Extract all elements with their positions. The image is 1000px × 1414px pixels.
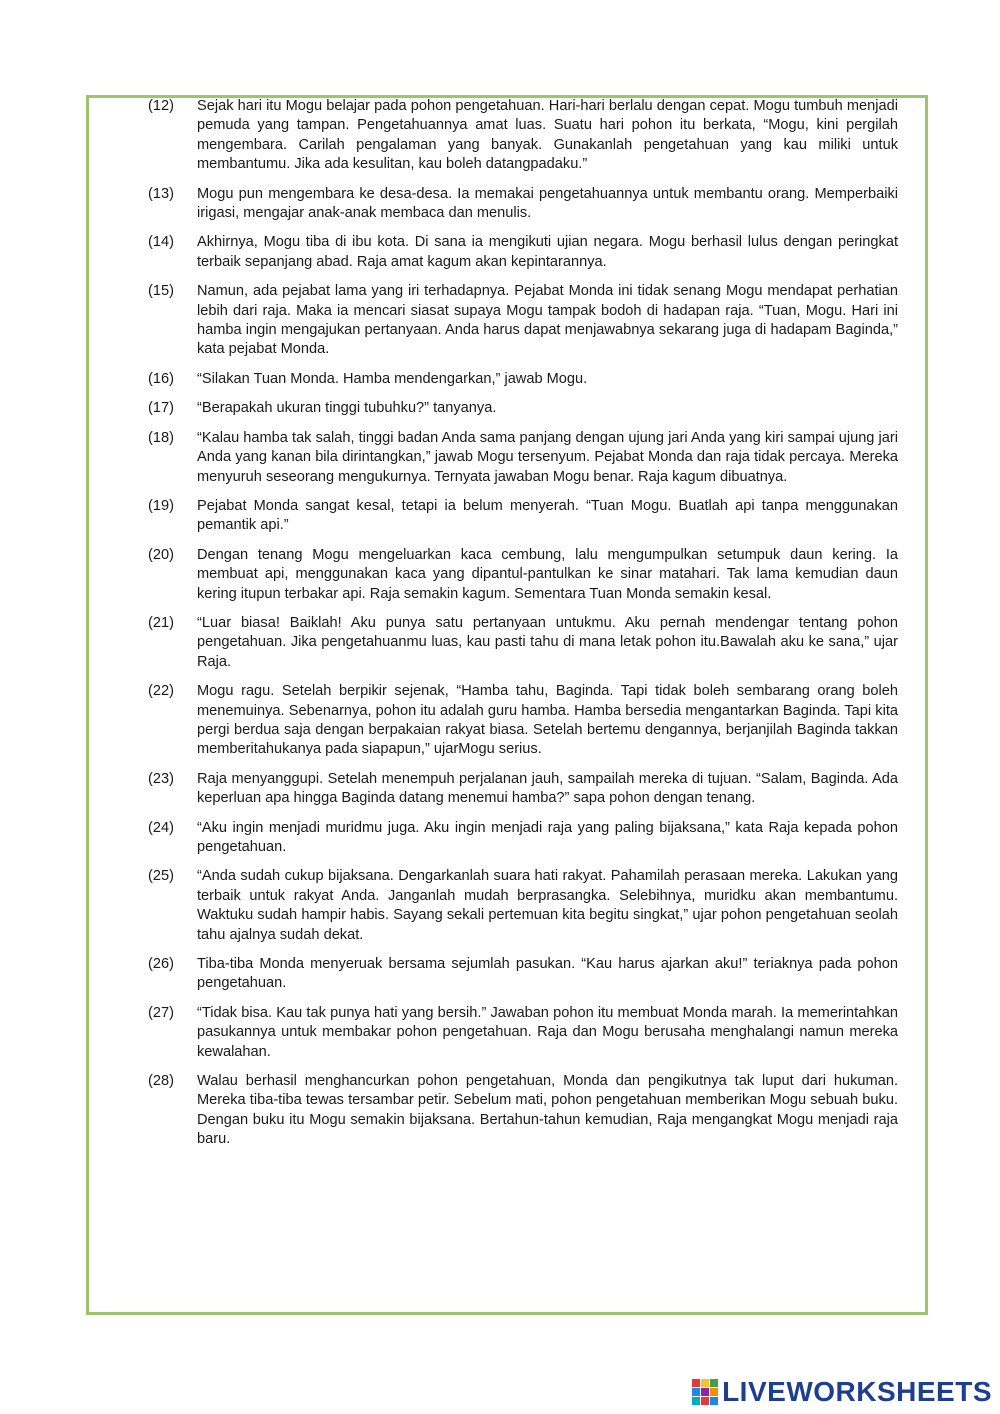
paragraph-number: (24): [148, 819, 174, 836]
paragraph-17: [148, 399, 898, 418]
paragraph-24: [148, 819, 898, 858]
paragraph-23: [148, 770, 898, 809]
logo-text: LIVEWORKSHEETS: [722, 1376, 992, 1407]
paragraph-text: “Aku ingin menjadi muridmu juga. Aku ingin menjadi raja yang paling bijaksana,” kata Raja kepada pohon pengetahuan.: [197, 819, 898, 855]
logo-cell: [710, 1397, 718, 1405]
paragraph-12: [148, 97, 898, 175]
logo-cell: [701, 1397, 709, 1405]
liveworksheets-logo: [692, 1376, 992, 1408]
paragraph-number: (19): [148, 497, 174, 514]
logo-cell: [692, 1388, 700, 1396]
paragraph-number: (22): [148, 683, 174, 700]
logo-cell: [692, 1379, 700, 1387]
paragraph-number: (26): [148, 956, 174, 973]
paragraph-text: Dengan tenang Mogu mengeluarkan kaca cembung, lalu mengumpulkan setumpuk daun kering. Ia membuat api, menggunakan kaca yang dipantul-pantulkan ke sinar matahari. Tak lama kemudian daun kering itupun terbakar api. Raja semakin kagum. Sementara Tuan Monda semakin kesal.: [197, 546, 898, 602]
paragraph-number: (15): [148, 283, 174, 300]
paragraph-number: (23): [148, 770, 174, 787]
paragraph-number: (13): [148, 185, 174, 202]
logo-cell: [692, 1397, 700, 1405]
paragraph-text: Tiba-tiba Monda menyeruak bersama sejumlah pasukan. “Kau harus ajarkan aku!” teriaknya pada pohon pengetahuan.: [197, 956, 898, 992]
paragraph-15: [148, 282, 898, 360]
paragraph-text: Raja menyanggupi. Setelah menempuh perjalanan jauh, sampailah mereka di tujuan. “Salam, Baginda. Ada keperluan apa hingga Baginda datang menemui hamba?” sapa pohon dengan tenang.: [197, 770, 898, 807]
paragraph-16: [148, 370, 898, 389]
paragraph-text: Sejak hari itu Mogu belajar pada pohon pengetahuan. Hari-hari berlalu dengan cepat. Mogu tumbuh menjadi pemuda yang tampan. Pengetahuannya amat luas. Suatu hari pohon itu berkata, “Mogu, kini pergilah mengembara. Carilah pengalaman yang banyak. Gunakanlah pengetahuan yang kau miliki untuk membantumu. Jika ada kesulitan, kau boleh datangpadaku.”: [197, 98, 898, 173]
paragraph-22: [148, 682, 898, 760]
paragraph-text: “Luar biasa! Baiklah! Aku punya satu pertanyaan untukmu. Aku pernah mendengar tentang pohon pengetahuan. Jika pengetahuanmu luas, kau pasti tahu di mana letak pohon itu.Bawalah aku ke sana,” ujar Raja.: [197, 614, 898, 670]
paragraph-text: Mogu pun mengembara ke desa-desa. Ia memakai pengetahuannya untuk membantu orang. Memperbaiki irigasi, mengajar anak-anak membaca dan menulis.: [197, 185, 898, 222]
paragraph-21: [148, 614, 898, 672]
paragraph-text: “Anda sudah cukup bijaksana. Dengarkanlah suara hati rakyat. Pahamilah perasaan mereka. Lakukan yang terbaik untuk rakyat Anda. Janganlah mudah berprasangka. Selebihnya, muridku akan membantumu. Waktuku sudah hampir habis. Sayang sekali pertemuan kita begitu singkat,” ujar pohon pengetahuan seolah tahu ajalnya sudah dekat.: [197, 868, 898, 943]
paragraph-text: Walau berhasil menghancurkan pohon pengetahuan, Monda dan pengikutnya tak luput dari hukuman. Mereka tiba-tiba tewas tersambar petir. Sebelum mati, pohon pengetahuan memberikan Mogu sebuah buku. Dengan buku itu Mogu semakin bijaksana. Bertahun-tahun kemudian, Raja mengangkat Mogu menjadi raja baru.: [197, 1073, 898, 1148]
paragraph-number: (18): [148, 429, 174, 446]
paragraph-13: [148, 185, 898, 224]
story-content: [148, 97, 898, 1160]
logo-grid-icon: [692, 1379, 718, 1405]
logo-cell: [701, 1379, 709, 1387]
paragraph-number: (25): [148, 868, 174, 885]
paragraph-text: Namun, ada pejabat lama yang iri terhadapnya. Pejabat Monda ini tidak senang Mogu mendapat perhatian lebih dari raja. Maka ia mencari siasat supaya Mogu tampak bodoh di hadapan raja. “Tuan, Mogu. Hari ini hamba ingin mengajukan pertanyaan. Anda harus dapat menjawabnya sekarang juga di hadapam Baginda,” kata pejabat Monda.: [197, 283, 898, 358]
paragraph-18: [148, 429, 898, 487]
paragraph-number: (20): [148, 546, 174, 563]
paragraph-28: [148, 1072, 898, 1150]
logo-cell: [710, 1379, 718, 1387]
paragraph-26: [148, 955, 898, 994]
paragraph-number: (17): [148, 400, 174, 417]
paragraph-number: (27): [148, 1004, 174, 1021]
paragraph-20: [148, 546, 898, 604]
paragraph-number: (21): [148, 614, 174, 631]
logo-cell: [710, 1388, 718, 1396]
paragraph-number: (28): [148, 1073, 174, 1090]
paragraph-text: “Silakan Tuan Monda. Hamba mendengarkan,” jawab Mogu.: [197, 370, 588, 387]
paragraph-25: [148, 867, 898, 945]
paragraph-text: Akhirnya, Mogu tiba di ibu kota. Di sana ia mengikuti ujian negara. Mogu berhasil lulus dengan peringkat terbaik sepanjang abad. Raja amat kagum akan kepintarannya.: [197, 234, 898, 270]
paragraph-text: Pejabat Monda sangat kesal, tetapi ia belum menyerah. “Tuan Mogu. Buatlah api tanpa menggunakan pemantik api.”: [197, 497, 898, 534]
paragraph-number: (12): [148, 98, 174, 114]
paragraph-text: “Berapakah ukuran tinggi tubuhku?” tanyanya.: [197, 400, 497, 417]
paragraph-19: [148, 497, 898, 536]
paragraph-number: (14): [148, 234, 174, 251]
logo-cell: [701, 1388, 709, 1396]
paragraph-number: (16): [148, 370, 174, 387]
paragraph-text: “Kalau hamba tak salah, tinggi badan Anda sama panjang dengan ujung jari Anda yang kiri sampai ujung jari Anda yang kanan bila dirintangkan,” jawab Mogu tersenyum. Pejabat Monda dan raja tidak percaya. Mereka menyuruh seseorang mengukurnya. Ternyata jawaban Mogu benar. Raja kagum dibuatnya.: [197, 429, 898, 485]
paragraph-14: [148, 233, 898, 272]
paragraph-27: [148, 1004, 898, 1062]
paragraph-text: “Tidak bisa. Kau tak punya hati yang bersih.” Jawaban pohon itu membuat Monda marah. Ia memerintahkan pasukannya untuk membakar pohon pengetahuan. Raja dan Mogu berusaha menghalangi namun mereka kewalahan.: [197, 1004, 898, 1060]
paragraph-text: Mogu ragu. Setelah berpikir sejenak, “Hamba tahu, Baginda. Tapi tidak boleh sembarang orang boleh menemuinya. Sebenarnya, pohon itu adalah guru hamba. Hamba bersedia mengantarkan Baginda. Tapi kita pergi berdua saja dengan berpakaian rakyat biasa. Setelah bertemu dengannya, berjanjilah Baginda takkan memberitahukanya pada siapapun,” ujarMogu serius.: [197, 683, 898, 758]
